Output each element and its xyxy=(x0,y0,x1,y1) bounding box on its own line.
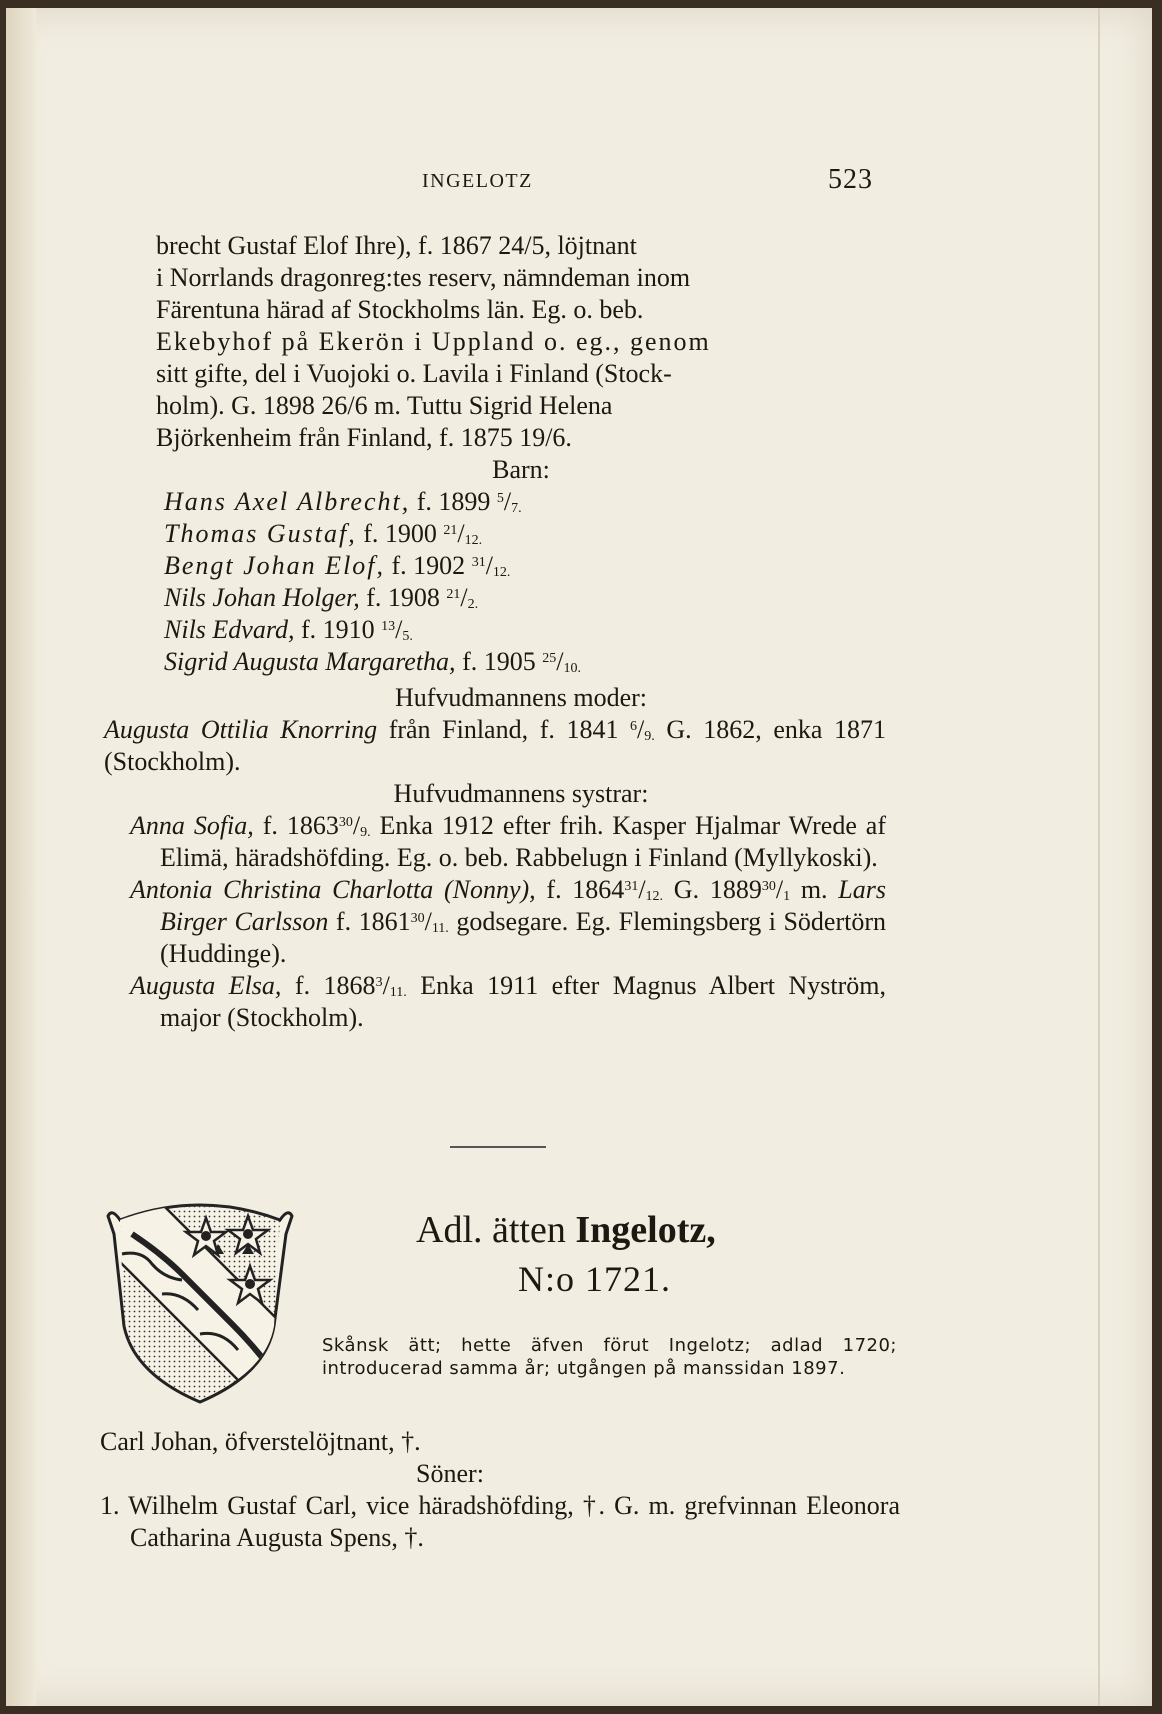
sisters-list xyxy=(130,810,887,1034)
intro-line: holm). G. 1898 26/6 m. Tuttu Sigrid Helena xyxy=(156,391,613,420)
sons-heading: Söner: xyxy=(416,1459,484,1488)
mother-entry: Augusta Ottilia Knorring från Finland, f. 1841 $^6/_{9.}$ G. 1862, enka 1871 (Stockholm). xyxy=(104,715,887,776)
book-page xyxy=(6,8,1152,1706)
sister-item: Augusta Elsa, f. $1868^3/_{11.}$ Enka 1911 efter Magnus Albert Nyström, major (Stockholm). xyxy=(130,971,887,1032)
sister-item: Anna Sofia, f. $1863^{30}/_{9.}$ Enka 1912 efter frih. Kasper Hjalmar Wrede af Elimä, häradshöfding. Eg. o. beb. Rabbelugn i Finland (Myllykoski). xyxy=(130,811,886,872)
intro-paragraph xyxy=(156,230,886,454)
intro-line: brecht Gustaf Elof Ihre), f. 1867 24/5, löjtnant xyxy=(156,231,637,260)
sister-item: Antonia Christina Charlotta (Nonny), f. $1864^{31}/_{12.}$ G. $1889^{30}/_1$ m. Lars Birger Carlsson f. $1861^{30}/_{11.}$ godsegare. Eg. Flemingsberg i Södertörn (Huddinge). xyxy=(130,875,887,968)
child-item: Sigrid Augusta Margaretha, f. 1905 $^{25}/_{10.}$ xyxy=(164,647,581,676)
child-item: Hans Axel Albrecht, f. 1899 $^5/_{7.}$ xyxy=(164,487,522,516)
family-entry xyxy=(104,230,887,1034)
coat-of-arms-icon xyxy=(102,1194,298,1406)
family-description: Skånsk ätt; hette äfven förut Ingelotz; adlad 1720; introducerad samma år; utgången på manssidan 1897. xyxy=(322,1335,897,1379)
intro-line: Färentuna härad af Stockholms län. Eg. o. beb. xyxy=(156,295,644,324)
sisters-heading: Hufvudmannens systrar: xyxy=(393,779,649,808)
family-head: Carl Johan, öfverstelöjtnant, †. xyxy=(100,1427,421,1456)
child-item: Nils Johan Holger, f. 1908 $^{21}/_{2.}$ xyxy=(164,583,479,612)
child-item: Nils Edvard, f. 1910 $^{13}/_{5.}$ xyxy=(164,615,413,644)
lineage-entry xyxy=(100,1426,900,1554)
intro-line: sitt gifte, del i Vuojoki o. Lavila i Finland (Stock- xyxy=(156,359,672,388)
intro-line: i Norrlands dragonreg:tes reserv, nämndeman inom xyxy=(156,263,691,292)
intro-line: Ekebyhof på Ekerön i Uppland o. eg., genom xyxy=(156,327,711,356)
child-item: Bengt Johan Elof, f. 1902 $^{31}/_{12.}$ xyxy=(164,551,511,580)
intro-line: Björkenheim från Finland, f. 1875 19/6. xyxy=(156,423,572,452)
page-header xyxy=(6,158,1152,198)
section-divider xyxy=(450,1146,546,1148)
son-item: 1. Wilhelm Gustaf Carl, vice häradshöfding, †. G. m. grefvinnan Eleonora Catharina Augusta Spens, †. xyxy=(100,1491,900,1552)
page-number: 523 xyxy=(828,164,873,195)
noble-family-number: N:o 1721. xyxy=(518,1259,671,1299)
running-title: INGELOTZ xyxy=(422,170,533,192)
mother-heading: Hufvudmannens moder: xyxy=(394,683,647,712)
children-list xyxy=(156,486,886,678)
children-heading: Barn: xyxy=(492,455,550,484)
noble-family-title: Adl. ätten Ingelotz, xyxy=(416,1209,716,1251)
child-item: Thomas Gustaf, f. 1900 $^{21}/_{12.}$ xyxy=(164,519,483,548)
